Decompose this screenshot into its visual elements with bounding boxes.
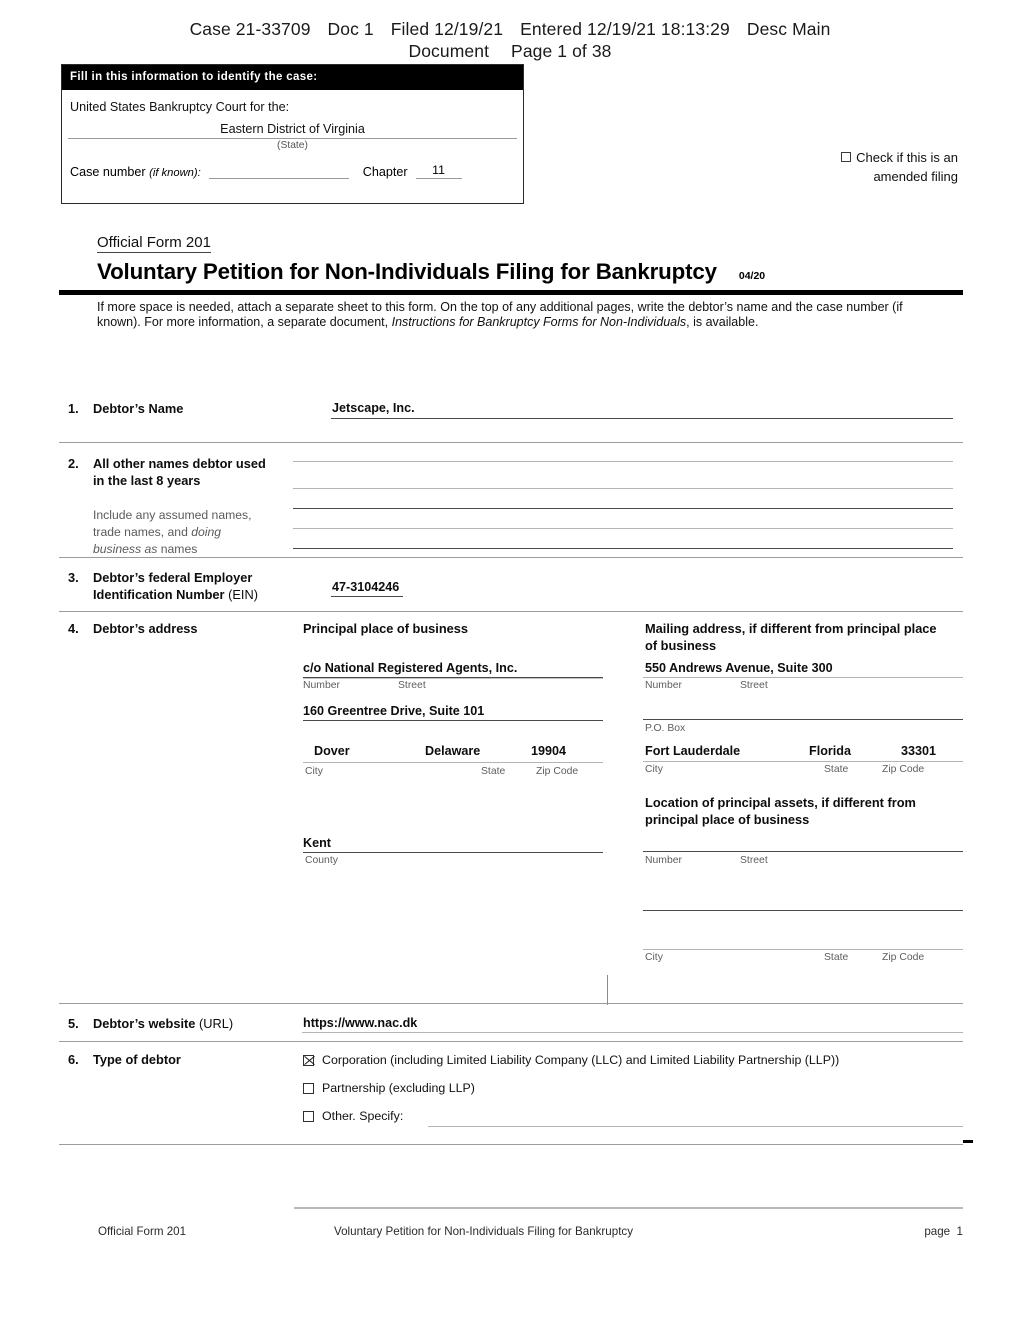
item-3-label: Debtor’s federal Employer Identification Number (EIN) — [93, 570, 258, 602]
other-name-input-line-4[interactable] — [293, 528, 953, 529]
state-hint-label: (State) — [277, 140, 308, 151]
ecf-header-line2 — [0, 40, 1020, 62]
mailing-zip-hint: Zip Code — [882, 764, 925, 775]
assets-city-hint: City — [645, 952, 663, 963]
mailing-citystatezip-input-line[interactable] — [643, 761, 963, 762]
court-label: United States Bankruptcy Court for the: — [70, 100, 290, 114]
mailing-street1-input-line[interactable] — [643, 677, 963, 678]
amended-filing-block[interactable] — [748, 148, 958, 186]
principal-number-hint: Number — [303, 680, 340, 691]
assets-zip-hint: Zip Code — [882, 952, 925, 963]
section-divider-1 — [59, 442, 963, 443]
section-divider-4 — [59, 1003, 963, 1004]
partnership-label: Partnership (excluding LLP) — [322, 1081, 475, 1095]
amended-filing-label-line1: Check if this is an — [856, 150, 958, 165]
other-label: Other. Specify: — [322, 1109, 404, 1123]
ecf-header-stamp — [0, 18, 1020, 62]
item-4-number: 4. — [68, 621, 79, 636]
assets-street1-input-line[interactable] — [643, 851, 963, 852]
address-column-divider — [607, 975, 608, 1005]
principal-street2-input-line[interactable] — [303, 720, 603, 721]
case-number-row — [62, 163, 523, 179]
principal-county-hint: County — [305, 855, 338, 866]
debtor-name-value[interactable]: Jetscape, Inc. — [332, 401, 415, 415]
principal-state-hint: State — [481, 766, 506, 777]
principal-county-input-line[interactable] — [303, 852, 603, 853]
principal-state-value[interactable]: Delaware — [425, 744, 481, 758]
section-divider-5 — [59, 1041, 963, 1042]
instructions-italic-title: Instructions for Bankruptcy Forms for Non-Individuals — [391, 314, 687, 329]
debtor-type-option-other[interactable] — [303, 1109, 403, 1123]
item-3-number: 3. — [68, 570, 79, 585]
assets-state-hint: State — [824, 952, 849, 963]
page-title: Voluntary Petition for Non-Individuals Filing for Bankruptcy — [97, 259, 717, 284]
form-instructions — [97, 300, 929, 329]
mailing-state-hint: State — [824, 764, 849, 775]
debtor-name-input-line[interactable] — [331, 418, 953, 419]
assets-citystatezip-input-line[interactable] — [643, 949, 963, 950]
item-6-label: Type of debtor — [93, 1052, 181, 1067]
mailing-address-heading: Mailing address, if different from principal place of business — [645, 621, 937, 653]
principal-zip-value[interactable]: 19904 — [531, 744, 567, 758]
principal-street-hint: Street — [398, 680, 426, 691]
case-number-label: Case number (if known): — [70, 165, 201, 179]
partnership-checkbox[interactable] — [303, 1083, 314, 1094]
item-1-label: Debtor’s Name — [93, 401, 184, 416]
other-checkbox[interactable] — [303, 1111, 314, 1122]
district-field[interactable] — [68, 120, 517, 139]
other-name-input-line-1[interactable] — [293, 461, 953, 462]
footer-divider — [294, 1207, 963, 1209]
assets-street-hint: Street — [740, 855, 768, 866]
footer-form-title: Voluntary Petition for Non-Individuals Filing for Bankruptcy — [334, 1225, 634, 1238]
item-4-label: Debtor’s address — [93, 621, 198, 636]
form-revision-date: 04/20 — [738, 270, 766, 282]
ecf-description: Desc Main — [746, 19, 831, 39]
ecf-doc-number: Doc 1 — [327, 19, 374, 39]
footer-page-number: page 1 — [924, 1225, 963, 1238]
amended-filing-label-line2: amended filing — [873, 169, 958, 184]
section-divider-end-tick — [963, 1140, 973, 1143]
case-number-input[interactable] — [209, 164, 349, 179]
mailing-city-value[interactable]: Fort Lauderdale — [645, 744, 741, 758]
item-5-number: 5. — [68, 1016, 79, 1031]
ecf-entered-timestamp: Entered 12/19/21 18:13:29 — [520, 19, 730, 39]
ecf-page-indicator: Page 1 of 38 — [511, 41, 612, 61]
ecf-header-line1 — [0, 18, 1020, 40]
debtor-website-input-line[interactable] — [302, 1032, 963, 1033]
chapter-label: Chapter — [362, 165, 408, 179]
principal-street1-input-line[interactable] — [303, 677, 603, 679]
principal-place-heading: Principal place of business — [303, 621, 468, 636]
corporation-checkbox[interactable] — [303, 1055, 314, 1066]
mailing-street-hint: Street — [740, 680, 768, 691]
item-5-label: Debtor’s website (URL) — [93, 1016, 234, 1031]
principal-assets-heading: Location of principal assets, if different from principal place of business — [645, 795, 916, 827]
other-name-input-line-3[interactable] — [293, 508, 953, 509]
principal-citystatezip-input-line[interactable] — [303, 762, 603, 763]
mailing-city-hint: City — [645, 764, 663, 775]
instructions-part-a: If more space is needed, attach a separate sheet to this form. On the top of any additional pages, write the debtor’s name and the case number (if known). For more information, a separate document, — [97, 300, 903, 329]
ecf-document-label: Document — [408, 41, 490, 61]
debtor-type-option-partnership[interactable] — [303, 1081, 475, 1095]
debtor-website-value[interactable]: https://www.nac.dk — [303, 1016, 418, 1030]
other-name-input-line-2[interactable] — [293, 488, 953, 489]
ein-value[interactable]: 47-3104246 — [332, 580, 400, 594]
footer-form-number: Official Form 201 — [98, 1225, 187, 1238]
ecf-case-number: Case 21-33709 — [189, 19, 311, 39]
ecf-filed-date: Filed 12/19/21 — [390, 19, 504, 39]
item-2-number: 2. — [68, 456, 79, 471]
other-name-input-line-5[interactable] — [293, 548, 953, 549]
item-6-number: 6. — [68, 1052, 79, 1067]
principal-city-hint: City — [305, 766, 323, 777]
mailing-pobox-hint: P.O. Box — [645, 723, 686, 734]
case-box-header: Fill in this information to identify the case: — [62, 65, 523, 90]
mailing-zip-value[interactable]: 33301 — [901, 744, 937, 758]
ein-input-line[interactable] — [331, 596, 403, 597]
mailing-street1-value[interactable]: 550 Andrews Avenue, Suite 300 — [645, 661, 833, 675]
mailing-state-value[interactable]: Florida — [809, 744, 851, 758]
principal-city-value[interactable]: Dover — [314, 744, 350, 758]
district-value: Eastern District of Virginia — [220, 122, 365, 136]
page-title-row — [97, 259, 963, 285]
mailing-pobox-input-line[interactable] — [643, 719, 963, 720]
item-1-number: 1. — [68, 401, 79, 416]
title-divider — [59, 290, 963, 295]
principal-zip-hint: Zip Code — [536, 766, 579, 777]
case-identification-box — [61, 64, 524, 204]
mailing-number-hint: Number — [645, 680, 682, 691]
form-number: Official Form 201 — [97, 234, 211, 251]
assets-number-hint: Number — [645, 855, 682, 866]
amended-filing-checkbox[interactable] — [841, 152, 851, 162]
section-divider-3 — [59, 611, 963, 612]
principal-street2-value[interactable]: 160 Greentree Drive, Suite 101 — [303, 704, 485, 718]
debtor-type-option-corporation[interactable] — [303, 1053, 839, 1067]
principal-street1-value[interactable]: c/o National Registered Agents, Inc. — [303, 661, 518, 675]
principal-county-value[interactable]: Kent — [303, 836, 331, 850]
instructions-part-b: , is available. — [686, 314, 759, 329]
corporation-label: Corporation (including Limited Liability Company (LLC) and Limited Liability Partnership (LLP)) — [322, 1053, 840, 1067]
other-specify-input-line[interactable] — [428, 1126, 963, 1127]
chapter-input[interactable]: 11 — [416, 163, 462, 179]
item-2-label: All other names debtor used in the last 8 years — [93, 456, 266, 488]
item-2-sublabel: Include any assumed names, trade names, and doing business as names — [93, 508, 252, 556]
section-divider-6 — [59, 1144, 963, 1145]
assets-street2-input-line[interactable] — [643, 910, 963, 911]
